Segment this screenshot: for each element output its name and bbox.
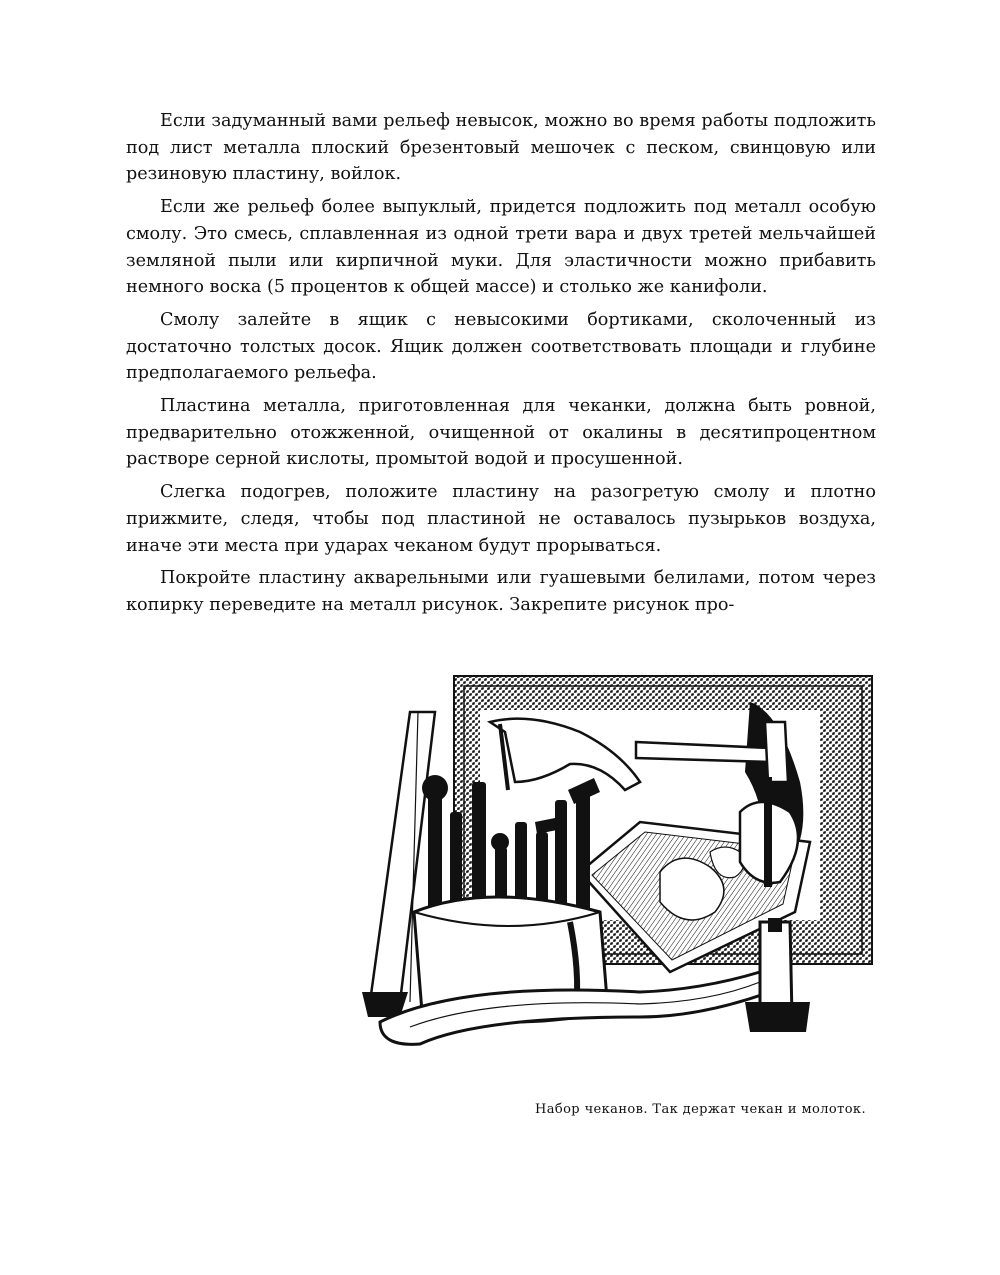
paragraph: Смолу залейте в ящик с невысокими бортиками, сколоченный из достаточно толстых досок. Ящик должен соответствовать площади и глубине предполагаемого рельефа. [126, 309, 876, 384]
figure-caption: Набор чеканов. Так держат чекан и молоток. [534, 1102, 866, 1117]
paragraph: Слегка подогрев, положите пластину на разогретую смолу и плотно прижмите, следя, чтобы под пластиной не оставалось пузырьков воздуха, иначе эти места при ударах чеканом будут прорываться. [126, 482, 876, 556]
paragraph: Пластина металла, приготовленная для чеканки, должна быть ровной, предварительно отожженной, очищенной от окалины в десятипроцентном растворе серной кислоты, промытой водой и просушенной. [126, 396, 876, 470]
paragraph: Покройте пластину акварельными или гуашевыми белилами, потом через копирку переведите на металл рисунок. Закрепите рисунок про- [126, 568, 876, 615]
body-text [126, 108, 876, 625]
paragraph: Если задуманный вами рельеф невысок, можно во время работы подложить под лист металла плоский брезентовый мешочек с песком, свинцовую или резиновую пластину, войлок. [126, 111, 876, 185]
chasing-tools-illustration [340, 672, 876, 1050]
paragraph: Если же рельеф более выпуклый, придется подложить под металл особую смолу. Это смесь, сплавленная из одной трети вара и двух третей мельчайшей земляной пыли или кирпичной муки. Для эластичности можно прибавить немного воска (5 процентов к общей массе) и столько же канифоли. [126, 197, 876, 298]
